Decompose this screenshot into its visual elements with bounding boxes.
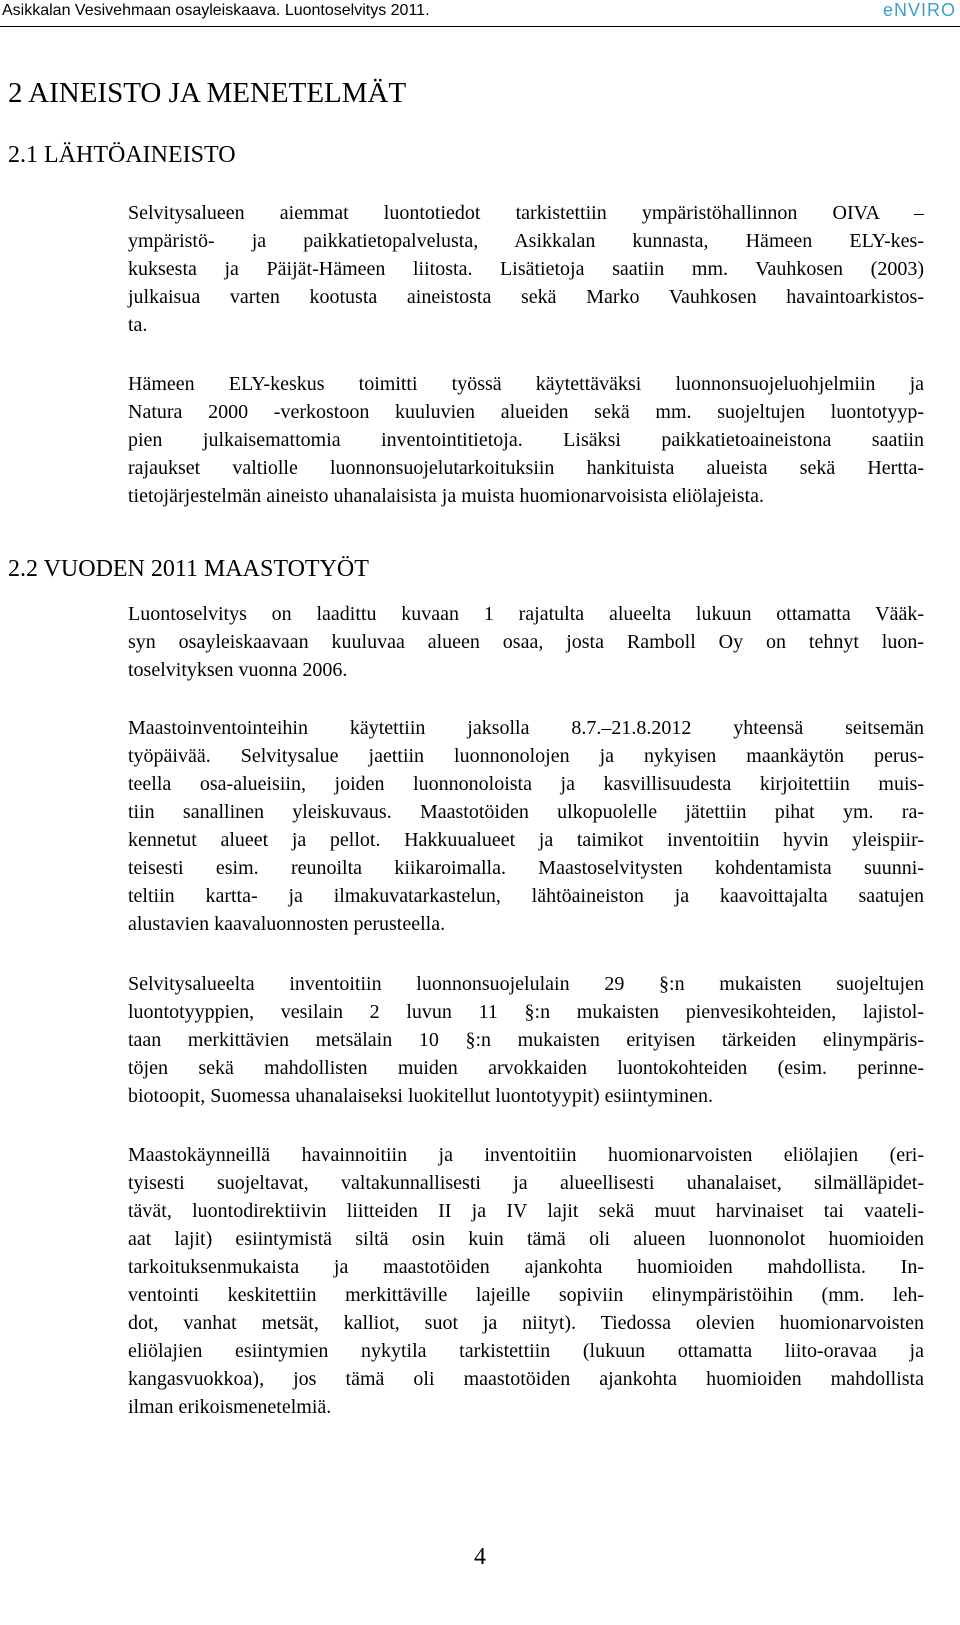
text-line: Hämeen ELY-keskus toimitti työssä käytettäväksi luonnonsuojeluohjelmiin ja [128,373,924,395]
text-line: pien julkaisemattomia inventointitietoja. Lisäksi paikkatietoaineistona saatiin [128,429,924,451]
text-line: aat lajit) esiintymistä siltä osin kuin tämä oli alueen luonnonolot huomioiden [128,1228,924,1250]
paragraph-field-days [128,714,924,938]
text-line: teella osa-alueisiin, joiden luonnonoloista ja kasvillisuudesta kirjoitettiin muis- [128,773,924,795]
text-line: teisesti esim. reunoilta kiikaroimalla. Maastoselvitysten kohdentamista suunni- [128,857,924,879]
paragraph-ely-data [128,370,924,510]
text-line: biotoopit, Suomessa uhanalaiseksi luokitellut luontotyypit) esiintyminen. [128,1085,713,1107]
paragraph-source-data [128,199,924,339]
text-line: työpäivää. Selvitysalue jaettiin luonnonolojen ja nykyisen maankäytön perus- [128,745,924,767]
text-line: töjen sekä mahdollisten muiden arvokkaiden luontokohteiden (esim. perinne- [128,1057,924,1079]
text-line: tietojärjestelmän aineisto uhanalaisista ja muista huomionarvoisista eliölajeista. [128,485,764,507]
text-line: rajaukset valtiolle luonnonsuojelutarkoituksiin hankituista alueista sekä Hertta- [128,457,924,479]
section-heading-maastotyot: 2.2 VUODEN 2011 MAASTOTYÖT [8,556,369,582]
page-header [0,0,960,28]
text-line: tarkoituksenmukaista ja maastotöiden ajankohta huomioiden mahdollista. In- [128,1256,924,1278]
header-title: Asikkalan Vesivehmaan osayleiskaava. Luontoselvitys 2011. [2,2,430,19]
text-line: tiin sanallinen yleiskuvaus. Maastotöiden ulkopuolelle jätettiin pihat ym. ra- [128,801,924,823]
text-line: Selvitysalueen aiemmat luontotiedot tarkistettiin ympäristöhallinnon OIVA – [128,202,924,224]
text-line: tävät, luontodirektiivin liitteiden II ja IV lajit sekä muut harvinaiset tai vaateli- [128,1200,924,1222]
enviro-logo: eNVIRO [882,0,956,20]
paragraph-species-survey [128,1141,924,1421]
text-line: Maastokäynneillä havainnoitiin ja inventoitiin huomionarvoisten eliölajien (eri- [128,1144,924,1166]
paragraph-survey-area [128,600,924,684]
text-line: kangasvuokkoa), jos tämä oli maastotöiden ajankohta huomioiden mahdollista [128,1368,924,1390]
text-line: toselvityksen vuonna 2006. [128,659,348,681]
text-line: taan merkittävien metsälain 10 §:n mukaisten erityisen tärkeiden elinympäris- [128,1029,924,1051]
text-line: dot, vanhat metsät, kalliot, suot ja niityt). Tiedossa olevien huomionarvoisten [128,1312,924,1334]
text-line: eliölajien esiintymien nykytila tarkistettiin (lukuun ottamatta liito-oravaa ja [128,1340,924,1362]
text-line: Natura 2000 -verkostoon kuuluvien alueiden sekä mm. suojeltujen luontotyyp- [128,401,924,423]
text-line: syn osayleiskaavaan kuuluvaa alueen osaa, josta Ramboll Oy on tehnyt luon- [128,631,924,653]
text-line: luontotyyppien, vesilain 2 luvun 11 §:n mukaisten pienvesikohteiden, lajistol- [128,1001,924,1023]
page-number: 4 [474,1544,486,1570]
header-divider [0,26,960,27]
text-line: ympäristö- ja paikkatietopalvelusta, Asikkalan kunnasta, Hämeen ELY-kes- [128,230,924,252]
text-line: ilman erikoismenetelmiä. [128,1396,332,1418]
section-heading-lahtoaineisto: 2.1 LÄHTÖAINEISTO [8,142,236,168]
text-line: kennetut alueet ja pellot. Hakkuualueet ja taimikot inventoitiin hyvin yleispiir- [128,829,924,851]
text-line: Maastoinventointeihin käytettiin jaksolla 8.7.–21.8.2012 yhteensä seitsemän [128,717,924,739]
text-line: Selvitysalueelta inventoitiin luonnonsuojelulain 29 §:n mukaisten suojeltujen [128,973,924,995]
text-line: kuksesta ja Päijät-Hämeen liitosta. Lisätietoja saatiin mm. Vauhkosen (2003) [128,258,924,280]
text-line: tyisesti suojeltavat, valtakunnallisesti ja alueellisesti uhanalaiset, silmälläpidet- [128,1172,924,1194]
text-line: alustavien kaavaluonnosten perusteella. [128,913,446,935]
text-line: ventointi keskitettiin merkittäville lajeille sopiviin elinympäristöihin (mm. leh- [128,1284,924,1306]
text-line: Luontoselvitys on laadittu kuvaan 1 rajatulta alueelta lukuun ottamatta Vääk- [128,603,924,625]
paragraph-protected-habitats [128,970,924,1110]
text-line: teltiin kartta- ja ilmakuvatarkastelun, lähtöaineiston ja kaavoittajalta saatujen [128,885,924,907]
chapter-heading: 2 AINEISTO JA MENETELMÄT [8,77,407,109]
text-line: ta. [128,314,148,336]
text-line: julkaisua varten kootusta aineistosta sekä Marko Vauhkosen havaintoarkistos- [128,286,924,308]
